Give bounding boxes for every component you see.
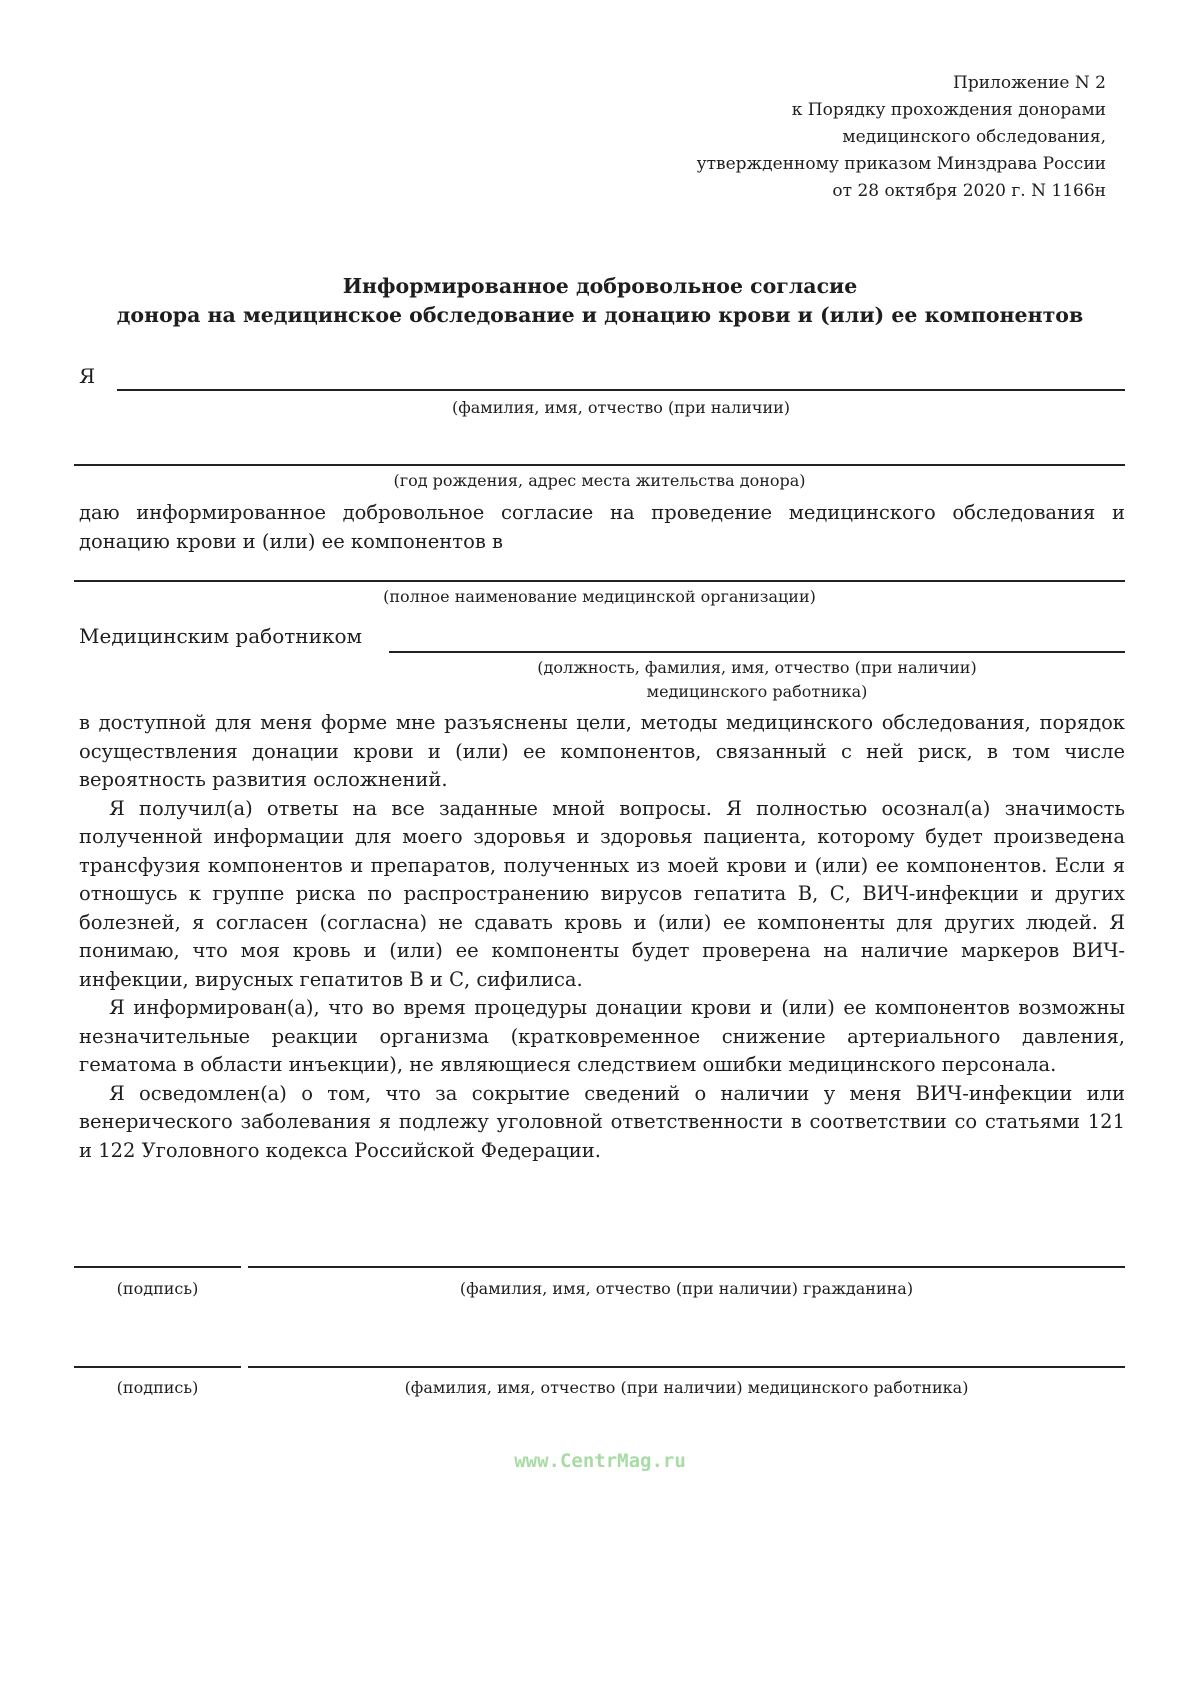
organization-caption: (полное наименование медицинской организации) bbox=[383, 587, 816, 606]
appendix-line: медицинского обследования, bbox=[842, 127, 1106, 147]
citizen-name-caption: (фамилия, имя, отчество (при наличии) гражданина) bbox=[459, 1279, 914, 1298]
medical-worker-caption-1: (должность, фамилия, имя, отчество (при наличии) bbox=[537, 658, 977, 677]
citizen-signature-line[interactable] bbox=[74, 1266, 241, 1268]
fio-caption: (фамилия, имя, отчество (при наличии) bbox=[451, 398, 791, 417]
medical-worker-caption-2: медицинского работника) bbox=[646, 682, 868, 701]
birth-address-field-line[interactable] bbox=[74, 464, 1125, 466]
appendix-header bbox=[697, 70, 1106, 205]
body-paragraph-2: Я получил(а) ответы на все заданные мной вопросы. Я полностью осознал(а) значимость полученной информации для моего здоровья и здоровья пациента, которому будет произведена трансфузия компонентов и препаратов, полученных из моей крови и (или) ее компонентов. Если я отношусь к группе риска по распространению вирусов гепатита В, С, ВИЧ-инфекции и других болезней, я согласен (согласна) не сдавать кровь и (или) ее компоненты для других людей. Я понимаю, что моя кровь и (или) ее компоненты будет проверена на наличие маркеров ВИЧ-инфекции, вирусных гепатитов В и С, сифилиса. bbox=[79, 796, 1125, 991]
ya-label: Я bbox=[79, 364, 96, 388]
citizen-name-line[interactable] bbox=[248, 1266, 1125, 1268]
body-paragraph-4: Я осведомлен(а) о том, что за сокрытие сведений о наличии у меня ВИЧ-инфекции или венерического заболевания я подлежу уголовной ответственности в соответствии со статьями 121 и 122 Уголовного кодекса Российской Федерации. bbox=[79, 1081, 1125, 1162]
consent-paragraph: даю информированное добровольное согласие на проведение медицинского обследования и донацию крови и (или) ее компонентов в bbox=[79, 501, 1125, 553]
organization-field-line[interactable] bbox=[74, 580, 1125, 582]
body-paragraph-3: Я информирован(а), что во время процедуры донации крови и (или) ее компонентов возможны незначительные реакции организма (кратковременное снижение артериального давления, гематома в области инъекции), не являющиеся следствием ошибки медицинского персонала. bbox=[79, 996, 1125, 1076]
worker-name-line[interactable] bbox=[248, 1366, 1125, 1368]
fio-field-line[interactable] bbox=[117, 389, 1125, 391]
watermark: www.CentrMag.ru bbox=[514, 1450, 686, 1472]
body-text bbox=[79, 709, 1125, 1165]
birth-address-caption: (год рождения, адрес места жительства донора) bbox=[393, 471, 806, 490]
consent-text bbox=[79, 499, 1125, 556]
appendix-line: Приложение N 2 bbox=[953, 73, 1106, 93]
document-title bbox=[74, 272, 1126, 330]
title-line-1: Информированное добровольное согласие bbox=[342, 274, 858, 298]
appendix-line: от 28 октября 2020 г. N 1166н bbox=[832, 181, 1106, 201]
appendix-line: утвержденному приказом Минздрава России bbox=[696, 154, 1106, 174]
worker-signature-line[interactable] bbox=[74, 1366, 241, 1368]
worker-signature-caption: (подпись) bbox=[116, 1378, 199, 1397]
medical-worker-field-line[interactable] bbox=[389, 651, 1125, 653]
body-paragraph-1: в доступной для меня форме мне разъяснены цели, методы медицинского обследования, порядок осуществления донации крови и (или) ее компонентов, связанный с ней риск, в том числе вероятность развития осложнений. bbox=[79, 711, 1125, 791]
appendix-line: к Порядку прохождения донорами bbox=[791, 100, 1106, 120]
worker-name-caption: (фамилия, имя, отчество (при наличии) медицинского работника) bbox=[404, 1378, 969, 1397]
title-line-2: донора на медицинское обследование и донацию крови и (или) ее компонентов bbox=[116, 303, 1084, 327]
medical-worker-label: Медицинским работником bbox=[79, 624, 363, 648]
citizen-signature-caption: (подпись) bbox=[116, 1279, 199, 1298]
